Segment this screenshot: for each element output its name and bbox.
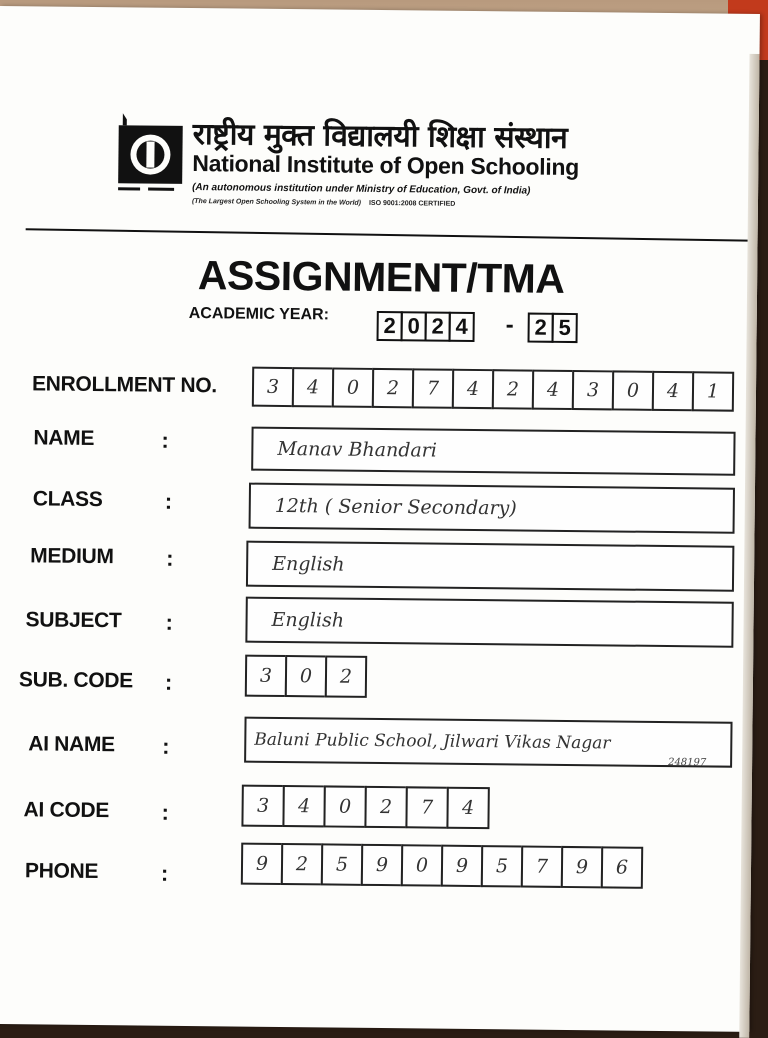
- subject-label: SUBJECT: [25, 608, 122, 633]
- sub-code-boxes: [247, 655, 367, 698]
- sub-code-digit: 3: [245, 655, 287, 697]
- phone-digit: 5: [481, 845, 523, 887]
- institute-tagline: (The Largest Open Schooling System in the World): [191, 198, 362, 207]
- medium-label: MEDIUM: [30, 544, 114, 569]
- ai-code-digit: 4: [282, 785, 325, 827]
- enrollment-digit: 0: [332, 367, 374, 407]
- year-digit-box: 5: [552, 313, 578, 343]
- ai-name-label: AI NAME: [28, 732, 115, 757]
- subject-field: English: [245, 597, 733, 648]
- phone-digit: 5: [321, 843, 363, 885]
- enrollment-digit: 7: [412, 368, 454, 408]
- medium-colon: :: [166, 545, 174, 571]
- ai-name-colon: :: [162, 733, 170, 759]
- enrollment-digit: 1: [692, 371, 734, 411]
- enrollment-digit: 3: [252, 367, 294, 407]
- class-label: CLASS: [32, 487, 103, 512]
- ai-code-label: AI CODE: [23, 798, 110, 823]
- phone-digit: 9: [241, 843, 283, 885]
- enrollment-digit: 2: [492, 369, 534, 409]
- iso-certification: ISO 9001:2008 CERTIFIED: [368, 199, 456, 208]
- sheet-shadow-edge: [739, 54, 759, 1038]
- academic-year-label: ACADEMIC YEAR:: [188, 304, 330, 324]
- ai-code-digit: 3: [241, 785, 284, 827]
- ai-code-digit: 7: [405, 786, 448, 828]
- enrollment-digit: 3: [572, 370, 614, 410]
- year-digit-box: 0: [401, 311, 427, 341]
- phone-digit: 6: [601, 846, 643, 888]
- sub-code-colon: :: [164, 669, 173, 695]
- academic-year-start-boxes: [379, 311, 475, 342]
- year-digit-box: 4: [449, 312, 475, 342]
- enrollment-number-boxes: [254, 367, 734, 412]
- institute-english-name: National Institute of Open Schooling: [192, 150, 580, 181]
- institute-subtitle: (An autonomous institution under Ministry of Education, Govt. of India): [192, 182, 531, 197]
- phone-digit: 9: [361, 844, 403, 886]
- enrollment-digit: 4: [652, 371, 694, 411]
- ai-name-field: Baluni Public School, Jilwari Vikas Nagar: [244, 717, 732, 768]
- enrollment-digit: 4: [452, 369, 494, 409]
- ai-code-boxes: [243, 785, 489, 830]
- name-label: NAME: [33, 426, 95, 451]
- enrollment-digit: 0: [612, 370, 654, 410]
- ai-code-digit: 4: [446, 787, 489, 829]
- academic-year-dash: -: [505, 311, 514, 339]
- enrollment-digit: 2: [372, 368, 414, 408]
- institute-tagline-line: [192, 198, 455, 208]
- year-digit-box: 2: [528, 313, 554, 343]
- phone-boxes: [243, 843, 643, 889]
- enrollment-digit: 4: [292, 367, 334, 407]
- ai-code-digit: 2: [364, 786, 407, 828]
- phone-colon: :: [160, 860, 169, 886]
- phone-digit: 7: [521, 846, 563, 888]
- sub-code-digit: 0: [285, 655, 327, 697]
- subject-colon: :: [165, 609, 174, 635]
- academic-year-end-boxes: [530, 313, 578, 344]
- sub-code-digit: 2: [325, 655, 367, 697]
- phone-label: PHONE: [24, 859, 99, 884]
- ai-code-colon: :: [161, 799, 170, 825]
- class-colon: :: [164, 488, 173, 514]
- class-field: 12th ( Senior Secondary): [249, 483, 735, 534]
- header-divider: [26, 228, 748, 241]
- enrollment-digit: 4: [532, 370, 574, 410]
- medium-field: English: [246, 541, 734, 592]
- phone-digit: 2: [281, 843, 323, 885]
- nios-logo-icon: [116, 111, 187, 196]
- enrollment-label: ENROLLMENT NO.: [31, 372, 217, 398]
- sub-code-label: SUB. CODE: [18, 668, 134, 693]
- ai-code-digit: 0: [323, 785, 366, 827]
- institute-hindi-name: राष्ट्रीय मुक्त विद्यालयी शिक्षा संस्थान: [192, 117, 568, 156]
- ai-pincode: 248197: [668, 757, 707, 769]
- assignment-sheet: [0, 6, 760, 1032]
- phone-digit: 9: [561, 846, 603, 888]
- phone-digit: 9: [441, 845, 483, 887]
- name-colon: :: [161, 427, 169, 453]
- phone-digit: 0: [401, 844, 443, 886]
- name-field: Manav Bhandari: [251, 427, 735, 476]
- document-title: ASSIGNMENT/TMA: [197, 252, 565, 302]
- year-digit-box: 2: [425, 311, 451, 341]
- year-digit-box: 2: [377, 311, 403, 341]
